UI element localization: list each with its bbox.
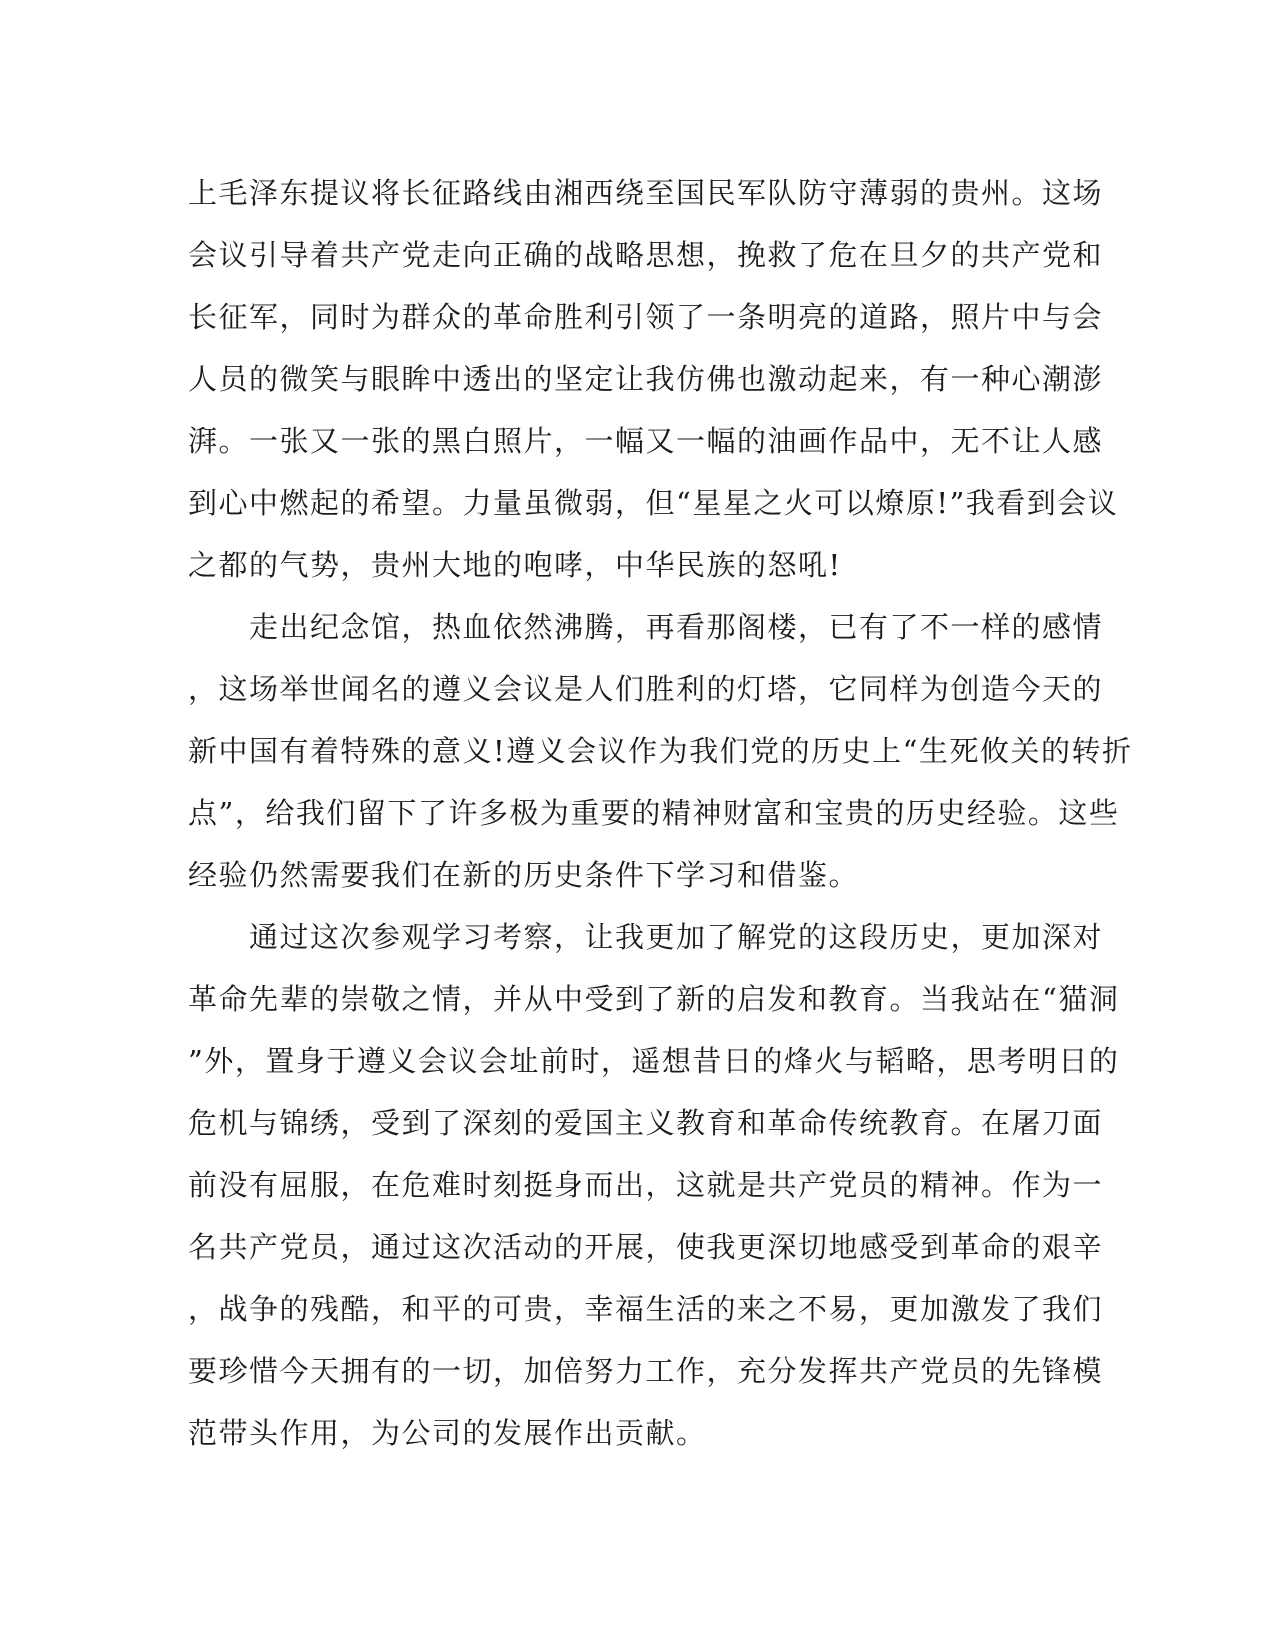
text-line: 新中国有着特殊的意义!遵义会议作为我们党的历史上“生死攸关的转折 <box>188 734 1133 768</box>
text-line: 走出纪念馆，热血依然沸腾，再看那阁楼，已有了不一样的感情 <box>188 610 1104 644</box>
text-line: ，战争的残酷，和平的可贵，幸福生活的来之不易，更加激发了我们 <box>188 1292 1104 1326</box>
text-line: ”外，置身于遵义会议会址前时，遥想昔日的烽火与韬略，思考明日的 <box>188 1044 1120 1078</box>
text-line: 之都的气势，贵州大地的咆哮，中华民族的怒吼! <box>188 548 842 582</box>
text-line: 名共产党员，通过这次活动的开展，使我更深切地感受到革命的艰辛 <box>188 1230 1104 1264</box>
text-line: 范带头作用，为公司的发展作出贡献。 <box>188 1416 707 1450</box>
text-line: 长征军，同时为群众的革命胜利引领了一条明亮的道路，照片中与会 <box>188 300 1104 334</box>
text-line: 湃。一张又一张的黑白照片，一幅又一幅的油画作品中，无不让人感 <box>188 424 1104 458</box>
text-line: 经验仍然需要我们在新的历史条件下学习和借鉴。 <box>188 858 860 892</box>
text-line: 革命先辈的崇敬之情，并从中受到了新的启发和教育。当我站在“猫洞 <box>188 982 1120 1016</box>
text-line: 要珍惜今天拥有的一切，加倍努力工作，充分发挥共产党员的先锋模 <box>188 1354 1104 1388</box>
text-line: 会议引导着共产党走向正确的战略思想，挽救了危在旦夕的共产党和 <box>188 238 1104 272</box>
text-line: 通过这次参观学习考察，让我更加了解党的这段历史，更加深对 <box>188 920 1104 954</box>
text-line: 人员的微笑与眼眸中透出的坚定让我仿佛也激动起来，有一种心潮澎 <box>188 362 1104 396</box>
text-line: 上毛泽东提议将长征路线由湘西绕至国民军队防守薄弱的贵州。这场 <box>188 176 1104 210</box>
text-line: 点”，给我们留下了许多极为重要的精神财富和宝贵的历史经验。这些 <box>188 796 1120 830</box>
text-line: 前没有屈服，在危难时刻挺身而出，这就是共产党员的精神。作为一 <box>188 1168 1104 1202</box>
text-line: 到心中燃起的希望。力量虽微弱，但“星星之火可以燎原!”我看到会议 <box>188 486 1119 520</box>
text-line: 危机与锦绣，受到了深刻的爱国主义教育和革命传统教育。在屠刀面 <box>188 1106 1104 1140</box>
text-line: ，这场举世闻名的遵义会议是人们胜利的灯塔，它同样为创造今天的 <box>188 672 1104 706</box>
body-text <box>188 162 1133 1464</box>
